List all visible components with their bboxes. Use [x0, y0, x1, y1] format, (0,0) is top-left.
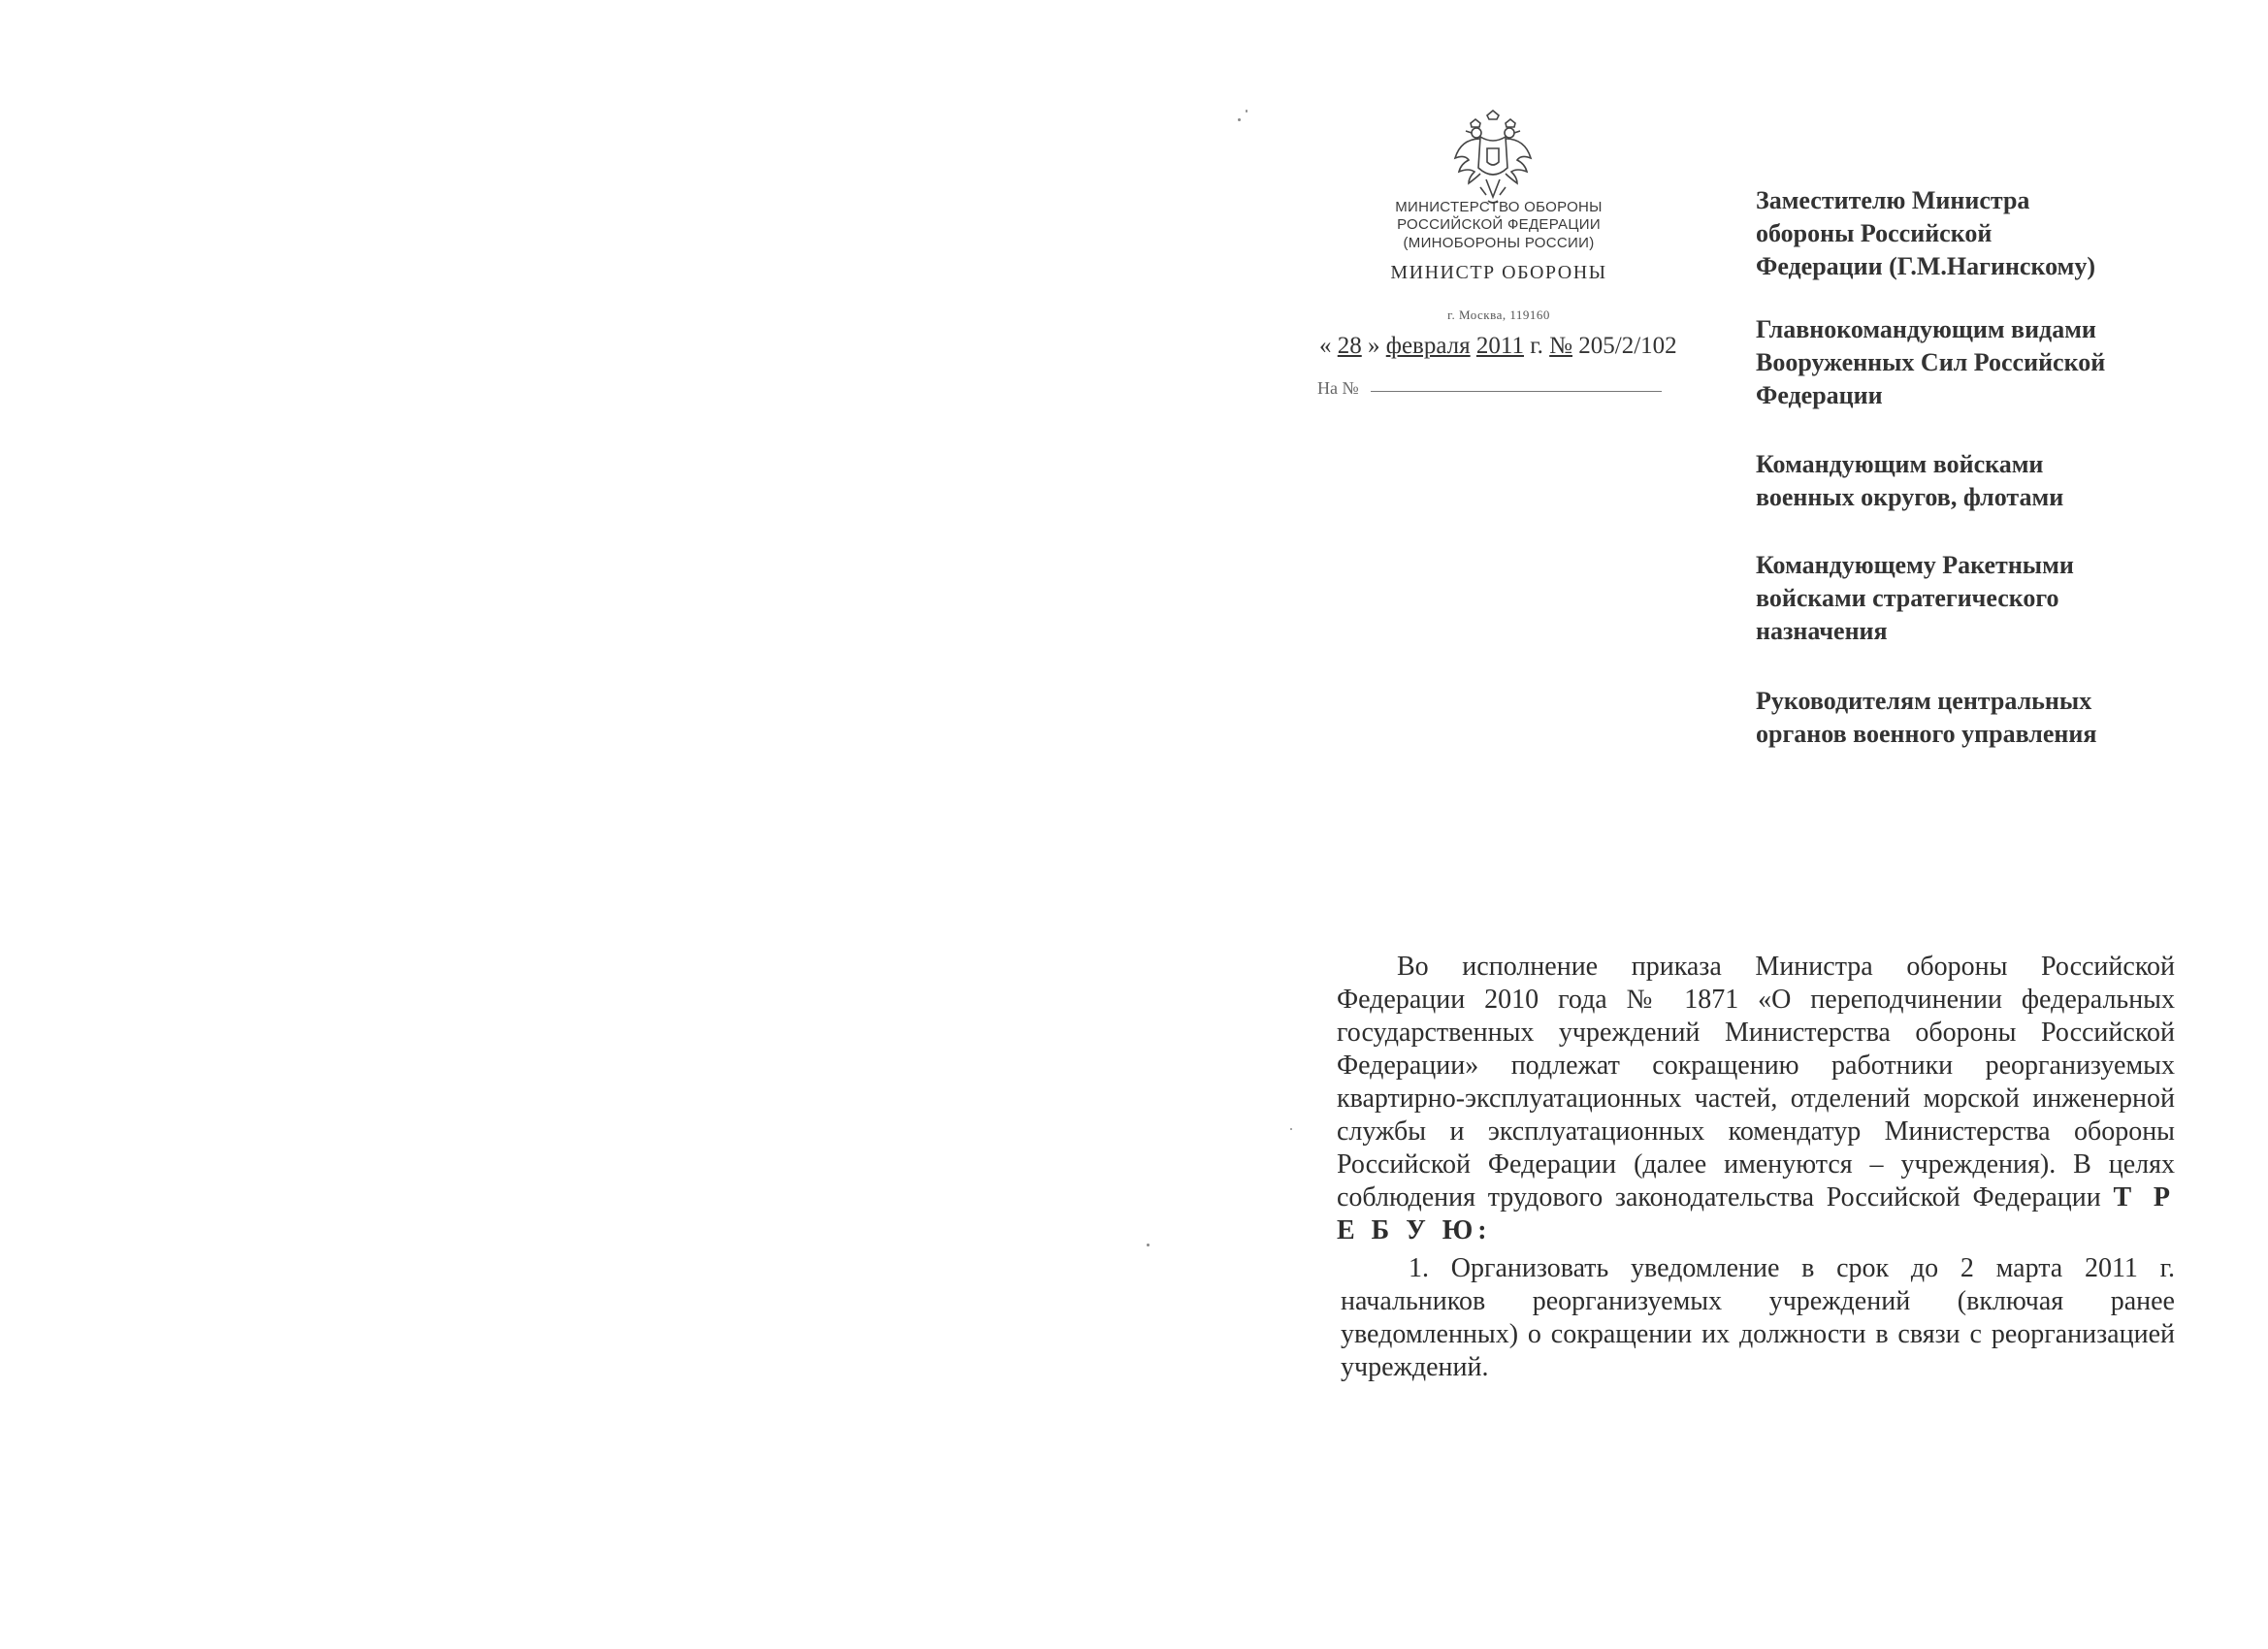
date-month: февраля	[1385, 333, 1471, 359]
reference-label: На №	[1317, 378, 1359, 398]
date-day: 28	[1337, 333, 1362, 359]
scan-speck	[1290, 1128, 1292, 1130]
date-mid: »	[1361, 333, 1386, 359]
number-sign: №	[1549, 333, 1573, 359]
scan-speck	[1238, 118, 1241, 121]
addressee: Командующим войсками военных округов, флотами	[1756, 450, 2064, 511]
scan-speck	[1246, 110, 1247, 113]
scan-speck	[1147, 1244, 1150, 1246]
addressee: Руководителям центральных органов военного управления	[1756, 687, 2097, 748]
paragraph-text: Во исполнение приказа Министра обороны Российской Федерации 2010 года № 1871 «О переподчинении федеральных государственных учреждений Министерства обороны Российской Федерации» подлежат сокращению работники реорганизуемых квартирно-эксплуатационных частей, отделений морской инженерной службы и эксплуатационных комендатур Министерства обороны Российской Федерации (далее именуются – учреждения). В целях соблюдения трудового законодательства Российской Федерации	[1337, 952, 2175, 1212]
city-postcode: г. Москва, 119160	[1447, 307, 1550, 322]
date-number-line	[1319, 333, 1707, 360]
org-name-line2: РОССИЙСКОЙ ФЕДЕРАЦИИ	[1397, 216, 1601, 233]
minister-title: МИНИСТР ОБОРОНЫ	[1390, 262, 1607, 283]
date-year: 2011	[1475, 333, 1524, 359]
date-prefix: «	[1319, 333, 1338, 359]
double-headed-eagle-icon	[1451, 110, 1535, 207]
document-number: 205/2/102	[1578, 333, 1677, 359]
org-name-line3: (МИНОБОРОНЫ РОССИИ)	[1403, 235, 1595, 251]
body-paragraph-item-1: 1. Организовать уведомление в срок до 2 марта 2011 г. начальников реорганизуемых учреждений (включая ранее уведомленных) о сокращении их должности в связи с реорганизацией учреждений.	[1341, 1253, 2175, 1382]
org-name-line1: МИНИСТЕРСТВО ОБОРОНЫ	[1395, 199, 1603, 215]
addressee: Главнокомандующим видами Вооруженных Сил Российской Федерации	[1756, 315, 2106, 409]
addressee: Заместителю Министра обороны Российской Федерации (Г.М.Нагинскому)	[1756, 186, 2095, 280]
reference-line	[1317, 378, 1667, 399]
body-paragraph	[1337, 951, 2175, 1247]
demand-word: Т Р Е Б У Ю:	[1337, 1182, 2175, 1245]
date-suffix: г.	[1523, 333, 1550, 359]
reference-blank	[1371, 391, 1662, 392]
addressee: Командующему Ракетными войсками стратегического назначения	[1756, 551, 2074, 645]
